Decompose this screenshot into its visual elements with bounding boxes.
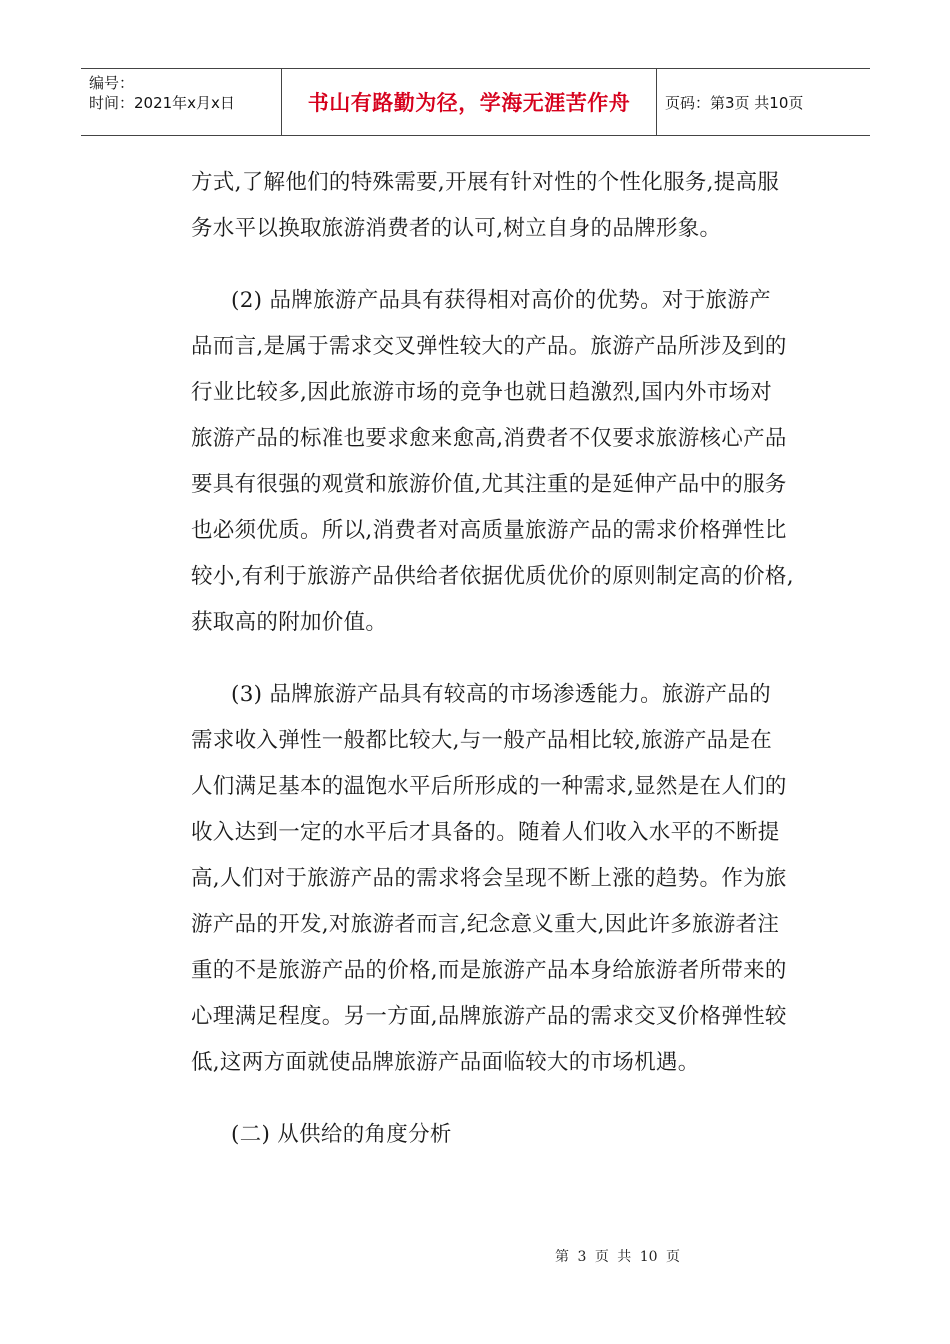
text-line: 也必须优质。所以,消费者对高质量旅游产品的需求价格弹性比 [191, 518, 787, 543]
document-header [81, 68, 870, 136]
text-line: 较小,有利于旅游产品供给者依据优质优价的原则制定高的价格, [191, 564, 794, 589]
header-meta-cell [81, 69, 282, 135]
page-info: 页码：第3页 共10页 [665, 93, 804, 112]
text-line: 高,人们对于旅游产品的需求将会呈现不断上涨的趋势。作为旅 [191, 866, 787, 891]
text-line: 需求收入弹性一般都比较大,与一般产品相比较,旅游产品是在 [191, 728, 773, 753]
header-page-cell [657, 69, 870, 135]
text-line: 心理满足程度。另一方面,品牌旅游产品的需求交叉价格弹性较 [191, 1004, 787, 1029]
paragraph-2 [191, 278, 811, 646]
footer-page-number: 第 3 页 共 10 页 [555, 1249, 680, 1265]
text-line: (3) 品牌旅游产品具有较高的市场渗透能力。旅游产品的 [231, 682, 771, 707]
number-label: 编号： [89, 74, 135, 92]
text-line: 游产品的开发,对旅游者而言,纪念意义重大,因此许多旅游者注 [191, 912, 780, 937]
motto-text: 书山有路勤为径，学海无涯苦作舟 [307, 91, 631, 115]
text-line: 方式,了解他们的特殊需要,开展有针对性的个性化服务,提高服 [191, 170, 780, 195]
text-line: 重的不是旅游产品的价格,而是旅游产品本身给旅游者所带来的 [191, 958, 787, 983]
text-line: 获取高的附加价值。 [191, 610, 388, 635]
text-line: 人们满足基本的温饱水平后所形成的一种需求,显然是在人们的 [191, 774, 787, 799]
paragraph-1 [191, 160, 811, 252]
section-heading: (二) 从供给的角度分析 [231, 1122, 452, 1147]
text-line: 收入达到一定的水平后才具备的。随着人们收入水平的不断提 [191, 820, 780, 845]
page-footer [0, 1246, 950, 1266]
header-motto-cell [282, 69, 657, 135]
text-line: 行业比较多,因此旅游市场的竞争也就日趋激烈,国内外市场对 [191, 380, 773, 405]
text-line: 品而言,是属于需求交叉弹性较大的产品。旅游产品所涉及到的 [191, 334, 787, 359]
text-line: 务水平以换取旅游消费者的认可,树立自身的品牌形象。 [191, 216, 722, 241]
text-line: (2) 品牌旅游产品具有获得相对高价的优势。对于旅游产 [231, 288, 771, 313]
text-line: 要具有很强的观赏和旅游价值,尤其注重的是延伸产品中的服务 [191, 472, 787, 497]
paragraph-3 [191, 672, 811, 1086]
document-body [191, 160, 811, 1158]
time-label: 时间：2021年x月x日 [89, 94, 235, 112]
text-line: 低,这两方面就使品牌旅游产品面临较大的市场机遇。 [191, 1050, 700, 1075]
text-line: 旅游产品的标准也要求愈来愈高,消费者不仅要求旅游核心产品 [191, 426, 787, 451]
